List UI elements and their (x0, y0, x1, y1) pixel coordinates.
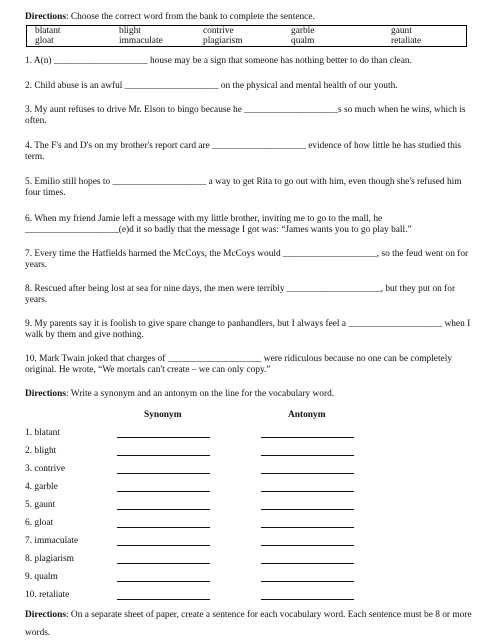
question-item: 10. Mark Twain joked that charges of ____________________ were ridiculous because no one can be completely original. He wrote, “We mortals can't create – we can only copy.” (25, 354, 453, 376)
word-bank-cell: gloat (35, 36, 54, 46)
word-bank-cell: garble (291, 26, 315, 36)
vocab-word: 4. garble (25, 482, 58, 492)
antonym-line[interactable] (261, 581, 354, 582)
vocab-row (25, 464, 475, 476)
word-bank-cell: qualm (291, 36, 315, 46)
vocab-row (25, 446, 475, 458)
vocab-row (25, 572, 475, 584)
antonym-line[interactable] (261, 473, 354, 474)
antonym-line[interactable] (261, 509, 354, 510)
vocab-row (25, 590, 475, 602)
directions-synonym (25, 389, 475, 400)
synonym-line[interactable] (117, 455, 210, 456)
vocab-word: 2. blight (25, 446, 57, 456)
vocab-word: 8. plagiarism (25, 554, 74, 564)
vocab-row (25, 518, 475, 530)
directions-bank (25, 12, 315, 23)
question-item: 2. Child abuse is an awful ____________________ on the physical and mental health of our youth. (25, 81, 398, 91)
synonym-line[interactable] (117, 581, 210, 582)
antonym-line[interactable] (261, 545, 354, 546)
word-bank-cell: gaunt (391, 26, 412, 36)
antonym-header: Antonym (288, 410, 326, 420)
synonym-line[interactable] (117, 563, 210, 564)
synonym-line[interactable] (117, 527, 210, 528)
vocab-word: 1. blatant (25, 428, 60, 438)
vocab-word: 6. gloat (25, 518, 54, 528)
vocab-word: 10. retaliate (25, 590, 70, 600)
word-bank-cell: blight (119, 26, 141, 36)
synonym-header: Synonym (144, 410, 182, 420)
vocab-row (25, 500, 475, 512)
question-item: 4. The F's and D's on my brother's report card are ____________________ evidence of how little he has studied this term. (25, 141, 462, 163)
synonym-line[interactable] (117, 599, 210, 600)
antonym-line[interactable] (261, 491, 354, 492)
vocab-row (25, 428, 475, 440)
word-bank-row (27, 26, 467, 37)
vocab-row (25, 482, 475, 494)
question-item: 3. My aunt refuses to drive Mr. Elson to bingo because he ____________________s so much when he wins, which is often. (25, 105, 466, 127)
word-bank-row (27, 36, 467, 47)
question-item: 5. Emilio still hopes to ____________________ a way to get Rita to go out with him, even though she's refused him four times. (25, 177, 462, 199)
word-bank-cell: blatant (35, 26, 61, 36)
vocab-word: 9. qualm (25, 572, 58, 582)
directions-label: Directions (25, 389, 66, 399)
synonym-line[interactable] (117, 491, 210, 492)
synonym-line[interactable] (117, 545, 210, 546)
antonym-line[interactable] (261, 563, 354, 564)
directions-text: : Write a synonym and an antonym on the line for the vocabulary word. (65, 389, 335, 399)
synonym-line[interactable] (117, 473, 210, 474)
word-bank-cell: retaliate (391, 36, 422, 46)
question-item: 7. Every time the Hatfields harmed the McCoys, the McCoys would ____________________, so the feud went on for years. (25, 249, 469, 271)
vocab-word: 3. contrive (25, 464, 66, 474)
antonym-line[interactable] (261, 437, 354, 438)
question-item: 9. My parents say it is foolish to give spare change to panhandlers, but I always feel a ____________________ when I walk by them and give nothing. (25, 319, 471, 341)
question-item: 8. Rescued after being lost at sea for nine days, the men were terribly ____________________, but they put on for years. (25, 284, 456, 306)
word-bank-cell: immaculate (119, 36, 163, 46)
question-item: 1. A(n) ____________________ house may be a sign that someone has nothing better to do than clean. (25, 56, 412, 66)
vocab-row (25, 536, 475, 548)
word-bank-cell: contrive (203, 26, 234, 36)
vocab-word: 7. immaculate (25, 536, 79, 546)
directions-label: Directions (25, 610, 66, 620)
synonym-line[interactable] (117, 509, 210, 510)
antonym-line[interactable] (261, 599, 354, 600)
directions-text: : Choose the correct word from the bank to complete the sentence. (65, 12, 315, 22)
directions-sentences (25, 606, 475, 642)
directions-label: Directions (25, 12, 66, 22)
directions-text: : On a separate sheet of paper, create a sentence for each vocabulary word. Each sentence must be 8 or more words. (25, 610, 472, 638)
synonym-line[interactable] (117, 437, 210, 438)
antonym-line[interactable] (261, 455, 354, 456)
vocab-row (25, 554, 475, 566)
antonym-line[interactable] (261, 527, 354, 528)
vocab-word: 5. gaunt (25, 500, 56, 510)
word-bank-table (26, 25, 467, 47)
question-item: 6. When my friend Jamie left a message with my little brother, inviting me to go to the mall, he ____________________(e)d it so badly that the message I got was: “James wants you to go play ball.” (25, 214, 412, 236)
word-bank-cell: plagiarism (203, 36, 243, 46)
